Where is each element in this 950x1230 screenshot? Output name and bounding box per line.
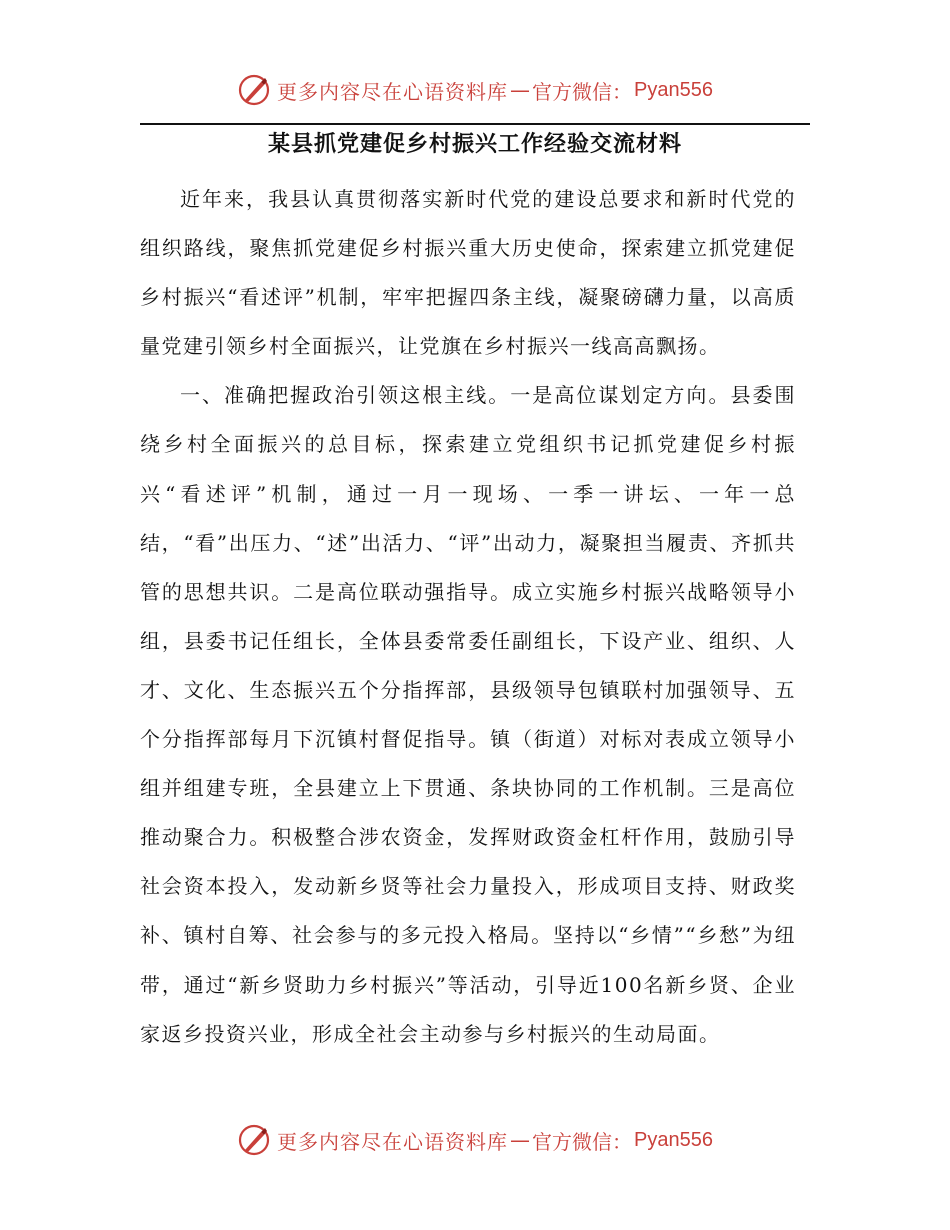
pen-logo-icon [237,73,271,107]
footer-banner [0,1120,950,1160]
header-banner-text: 更多内容尽在心语资料库 [277,79,509,104]
footer-banner-official-label: 官方微信： [532,1129,633,1154]
title-rule [140,123,810,125]
pen-logo-icon [237,1123,271,1157]
footer-banner-wechat-id: Pyan556 [634,1128,713,1151]
paragraph-section-one: 一、准确把握政治引领这根主线。一是高位谋划定方向。县委围绕乡村全面振兴的总目标，探索建立党组织书记抓党建促乡村振兴“看述评”机制，通过一月一现场、一季一讲坛、一年一总结，“看”出压力、“述”出活力、“评”出动力，凝聚担当履责、齐抓共管的思想共识。二是高位联动强指导。成立实施乡村振兴战略领导小组，县委书记任组长，全体县委常委任副组长，下设产业、组织、人才、文化、生态振兴五个分指挥部，县级领导包镇联村加强领导、五个分指挥部每月下沉镇村督促指导。镇（街道）对标对表成立领导小组并组建专班，全县建立上下贯通、条块协同的工作机制。三是高位推动聚合力。积极整合涉农资金，发挥财政资金杠杆作用，鼓励引导社会资本投入，发动新乡贤等社会力量投入，形成项目支持、财政奖补、镇村自筹、社会参与的多元投入格局。坚持以“乡情”“乡愁”为纽带，通过“新乡贤助力乡村振兴”等活动，引导近100名新乡贤、企业家返乡投资兴业，形成全社会主动参与乡村振兴的生动局面。 [140,383,796,1046]
footer-banner-text: 更多内容尽在心语资料库 [277,1129,509,1154]
header-banner-separator: — [510,78,531,102]
header-banner-official-label: 官方微信： [532,79,633,104]
paragraph-intro: 近年来，我县认真贯彻落实新时代党的建设总要求和新时代党的组织路线，聚焦抓党建促乡村振兴重大历史使命，探索建立抓党建促乡村振兴“看述评”机制，牢牢把握四条主线，凝聚磅礴力量，以高质量党建引领乡村全面振兴，让党旗在乡村振兴一线高高飘扬。 [140,187,796,359]
document-title: 某县抓党建促乡村振兴工作经验交流材料 [267,131,682,157]
footer-banner-separator: — [510,1128,531,1152]
document-body [140,175,796,1059]
header-banner [0,70,950,110]
header-banner-wechat-id: Pyan556 [634,78,713,101]
